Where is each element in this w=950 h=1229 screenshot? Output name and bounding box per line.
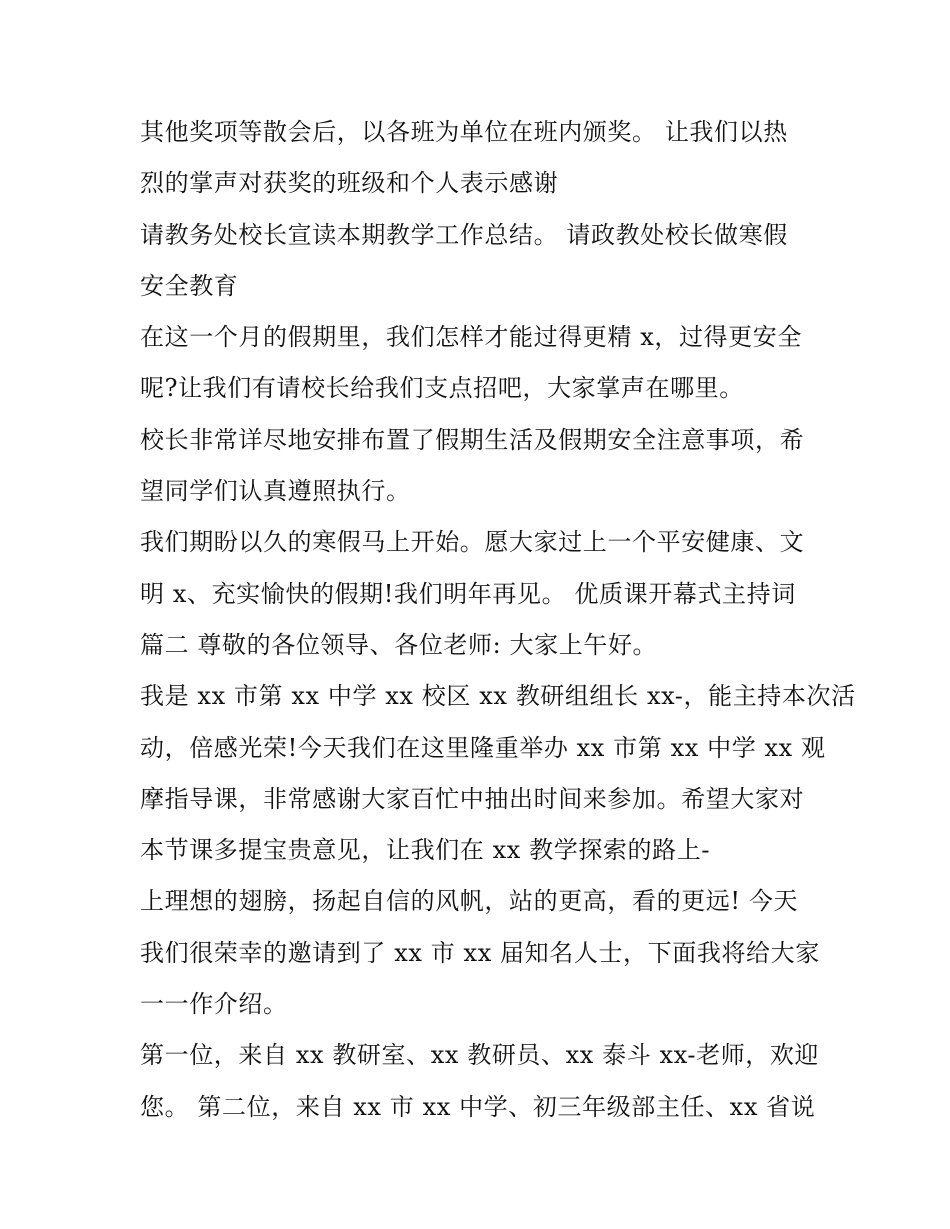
text-line: 请教务处校长宣读本期教学工作总结。 请政教处校长做寒假 <box>140 220 788 249</box>
document-body <box>140 107 856 1133</box>
text-line: 一一作介绍。 <box>140 990 288 1019</box>
text-line: 安全教育 <box>140 271 239 300</box>
text-line: 第一位，来自 xx 教研室、xx 教研员、xx 泰斗 xx-老师，欢迎 <box>140 1041 820 1070</box>
text-line: 上理想的翅膀，扬起自信的风帆，站的更高，看的更远! 今天 <box>140 887 799 916</box>
text-line: 烈的掌声对获奖的班级和个人表示感谢 <box>140 169 559 198</box>
text-line: 篇二 尊敬的各位领导、各位老师: 大家上午好。 <box>140 630 658 659</box>
text-line: 明 x、充实愉快的假期!我们明年再见。 优质课开幕式主持词 <box>140 579 796 608</box>
text-line: 您。 第二位，来自 xx 市 xx 中学、初三年级部主任、xx 省说 <box>140 1092 816 1121</box>
text-line: 我们期盼以久的寒假马上开始。愿大家过上一个平安健康、文 <box>140 528 805 557</box>
text-line: 我是 xx 市第 xx 中学 xx 校区 xx 教研组组长 xx-，能主持本次活 <box>140 682 856 711</box>
text-line: 在这一个月的假期里，我们怎样才能过得更精 x，过得更安全 <box>140 323 802 352</box>
text-line: 动，倍感光荣!今天我们在这里隆重举办 xx 市第 xx 中学 xx 观 <box>140 733 826 762</box>
text-line: 其他奖项等散会后，以各班为单位在班内颁奖。 让我们以热 <box>140 118 788 146</box>
text-line: 校长非常详尽地安排布置了假期生活及假期安全注意事项，希 <box>140 425 805 454</box>
text-line: 我们很荣幸的邀请到了 xx 市 xx 届知名人士，下面我将给大家 <box>140 938 820 967</box>
text-line: 本节课多提宝贵意见，让我们在 xx 教学探索的路上- <box>140 836 711 865</box>
text-line: 摩指导课，非常感谢大家百忙中抽出时间来参加。希望大家对 <box>140 784 805 813</box>
text-line: 望同学们认真遵照执行。 <box>140 477 411 506</box>
text-line: 呢?让我们有请校长给我们支点招吧，大家掌声在哪里。 <box>140 374 744 403</box>
